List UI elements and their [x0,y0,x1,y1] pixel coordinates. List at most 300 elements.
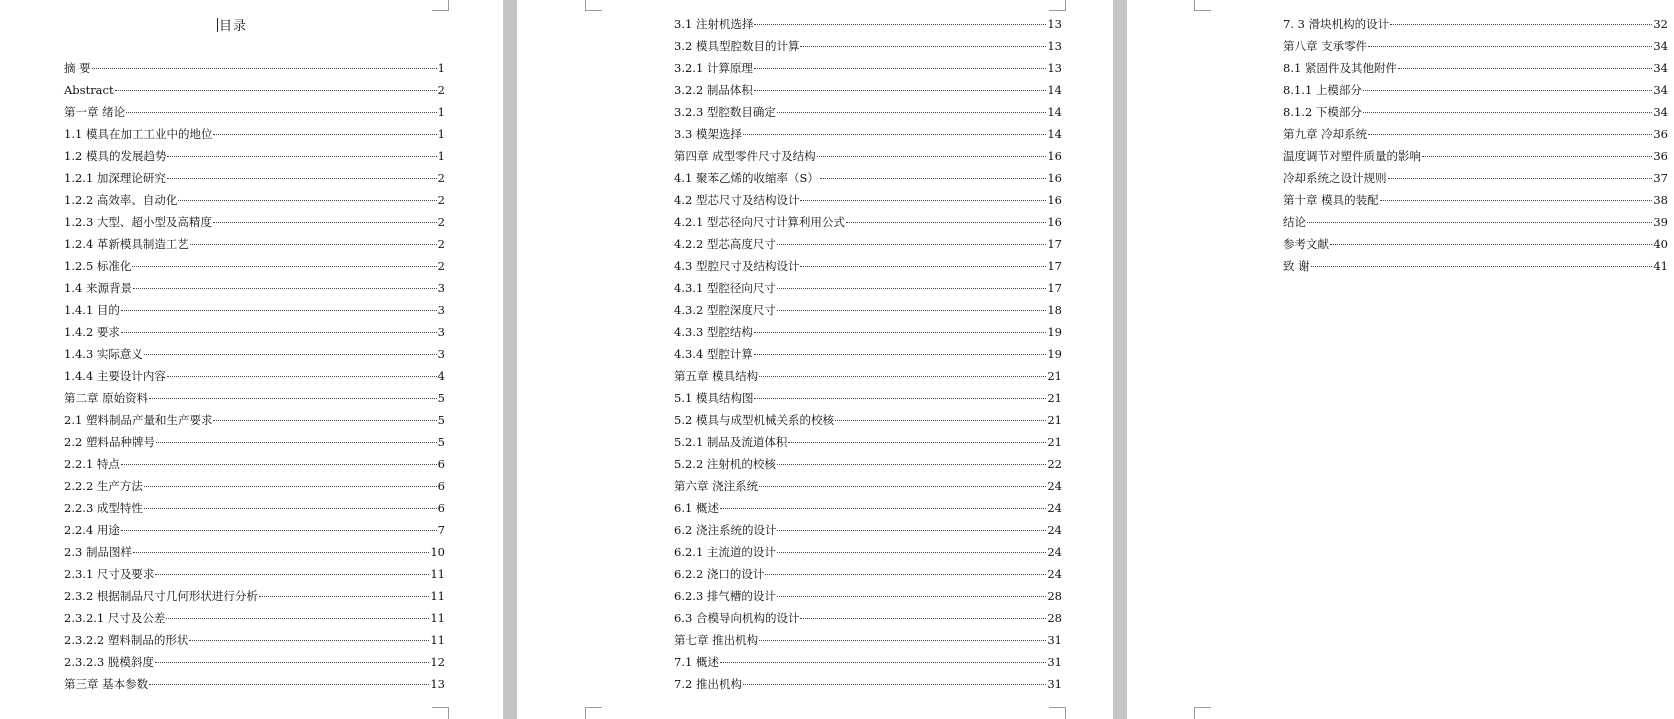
toc-dot-leader [144,354,437,355]
toc-page-number: 3 [437,347,445,361]
toc-entry[interactable] [674,277,1062,299]
toc-dot-leader [820,178,1047,179]
toc-page-number: 2 [437,171,445,185]
toc-dot-leader [777,464,1046,465]
toc-page-number: 13 [1047,61,1062,75]
toc-entry[interactable] [64,651,445,673]
toc-entry-text: 温度调节对塑件质量的影响 [1283,149,1421,163]
toc-page-number: 24 [1047,523,1062,537]
toc-entry-text: 第七章 推出机构 [674,633,759,647]
toc-entry-text: 2.3.2.1 尺寸及公差 [64,611,166,625]
toc-page-number: 31 [1047,655,1062,669]
toc-dot-leader [800,618,1046,619]
toc-entry[interactable] [1283,79,1668,101]
toc-entry[interactable] [64,629,445,651]
toc-entry[interactable] [64,123,445,145]
toc-page-number: 24 [1047,545,1062,559]
toc-entry-text: 第五章 模具结构 [674,369,759,383]
toc-dot-leader [720,508,1046,509]
toc-page-number: 34 [1653,61,1668,75]
toc-dot-leader [765,574,1046,575]
page-corner-mark [1049,0,1066,11]
toc-page-number: 13 [1047,39,1062,53]
toc-page-number: 24 [1047,567,1062,581]
toc-dot-leader [126,112,437,113]
toc-entry[interactable] [64,431,445,453]
toc-dot-leader [121,332,437,333]
toc-page-number: 34 [1653,105,1668,119]
toc-entry[interactable] [1283,13,1668,35]
toc-entry-text: 3.1 注射机选择 [674,17,754,31]
toc-dot-leader [754,68,1046,69]
toc-dot-leader [213,222,437,223]
toc-entry[interactable] [64,409,445,431]
toc-entry-text: 第六章 浇注系统 [674,479,759,493]
toc-entry[interactable] [1283,255,1668,277]
toc-page-number: 3 [437,303,445,317]
toc-page-number: 39 [1653,215,1668,229]
toc-entry[interactable] [674,585,1062,607]
toc-entry-text: 6.2.2 浇口的设计 [674,567,765,581]
toc-entry[interactable] [64,57,445,79]
toc-entry-text: 结论 [1283,215,1306,229]
document-page-3[interactable] [1127,0,1674,719]
toc-entry[interactable] [674,321,1062,343]
toc-entry[interactable] [674,497,1062,519]
toc-entry[interactable] [674,145,1062,167]
toc-dot-leader [133,552,429,553]
toc-entry[interactable] [64,497,445,519]
toc-entry-text: 5.2.1 制品及流道体积 [674,435,788,449]
toc-dot-leader [759,376,1046,377]
toc-dot-leader [817,156,1047,157]
toc-dot-leader [167,178,437,179]
toc-page-number: 11 [430,567,445,581]
page-corner-mark [585,0,602,11]
toc-entry-text: 第四章 成型零件尺寸及结构 [674,149,816,163]
toc-dot-leader [155,662,429,663]
toc-page-number: 18 [1047,303,1062,317]
toc-dot-leader [777,288,1046,289]
toc-page-number: 16 [1047,193,1062,207]
toc-entry-text: 6.2.1 主流道的设计 [674,545,776,559]
toc-page-number: 14 [1047,127,1062,141]
toc-dot-leader [189,640,429,641]
toc-entry-text: 6.2.3 排气槽的设计 [674,589,776,603]
toc-dot-leader [754,332,1046,333]
toc-dot-leader [1363,112,1652,113]
toc-dot-leader [754,398,1046,399]
toc-dot-leader [121,464,437,465]
toc-entry[interactable] [674,343,1062,365]
document-page-2[interactable] [517,0,1113,719]
toc-page-number: 1 [437,105,445,119]
toc-entry-text: 5.2 模具与成型机械关系的校核 [674,413,834,427]
toc-dot-leader [754,24,1046,25]
toc-entry[interactable] [64,79,445,101]
toc-page-number: 11 [430,611,445,625]
toc-entry[interactable] [674,211,1062,233]
toc-page-number: 3 [437,325,445,339]
page-corner-mark [1194,0,1211,11]
toc-dot-leader [1388,178,1653,179]
toc-page-number: 21 [1047,391,1062,405]
toc-entry[interactable] [64,673,445,695]
toc-entry[interactable] [64,233,445,255]
toc-page-number: 17 [1047,281,1062,295]
toc-entry-text: 2.3.2.2 塑料制品的形状 [64,633,189,647]
toc-entry[interactable] [674,563,1062,585]
toc-page-number: 13 [1047,17,1062,31]
toc-entry[interactable] [1283,35,1668,57]
toc-dot-leader [121,530,437,531]
toc-entry-text: 第八章 支承零件 [1283,39,1368,53]
toc-entry-text: 冷却系统之设计规则 [1283,171,1387,185]
toc-page-number: 13 [430,677,445,691]
toc-entry[interactable] [1283,211,1668,233]
toc-entry[interactable] [674,409,1062,431]
toc-dot-leader [800,46,1046,47]
toc-dot-leader [155,574,429,575]
page-corner-mark [432,0,449,11]
toc-entry[interactable] [1283,233,1668,255]
toc-entry[interactable] [64,321,445,343]
toc-entry-text: 致 谢 [1283,259,1310,273]
toc-dot-leader [777,112,1046,113]
toc-entry-text: 第三章 基本参数 [64,677,149,691]
toc-title: 目录 [219,19,248,34]
toc-entry-text: 6.1 概述 [674,501,719,515]
toc-page-number: 28 [1047,611,1062,625]
toc-dot-leader [259,596,429,597]
toc-entry-text: 2.2.4 用途 [64,523,120,537]
toc-entry-text: 2.2.2 生产方法 [64,479,143,493]
toc-dot-leader [167,156,436,157]
toc-entry-text: 1.4.1 目的 [64,303,120,317]
toc-entry-text: 5.2.2 注射机的校核 [674,457,776,471]
toc-dot-leader [720,662,1046,663]
toc-entry[interactable] [1283,101,1668,123]
toc-entry-text: 6.3 合模导向机构的设计 [674,611,800,625]
toc-dot-leader [1368,46,1652,47]
toc-entry-text: 1.2.5 标准化 [64,259,132,273]
toc-entry-text: 4.3.4 型腔计算 [674,347,753,361]
toc-dot-leader [1307,222,1652,223]
toc-dot-leader [213,134,436,135]
toc-page-number: 16 [1047,149,1062,163]
toc-page-number: 5 [437,413,445,427]
toc-dot-leader [743,684,1046,685]
toc-entry[interactable] [1283,167,1668,189]
toc-dot-leader [777,530,1046,531]
toc-entry[interactable] [64,453,445,475]
toc-dot-leader [1390,24,1652,25]
toc-dot-leader [846,222,1046,223]
toc-page-number: 21 [1047,413,1062,427]
toc-dot-leader [777,552,1046,553]
toc-page-number: 17 [1047,237,1062,251]
toc-entry[interactable] [674,453,1062,475]
toc-dot-leader [800,266,1046,267]
toc-page-number: 24 [1047,479,1062,493]
toc-dot-leader [1380,200,1653,201]
toc-entry-text: 8.1 紧固件及其他附件 [1283,61,1397,75]
toc-dot-leader [777,244,1046,245]
toc-dot-leader [144,486,437,487]
toc-entry-text: 4.3.3 型腔结构 [674,325,753,339]
toc-entry[interactable] [674,101,1062,123]
toc-entry[interactable] [1283,145,1668,167]
toc-entry-text: 2.2 塑料品种牌号 [64,435,155,449]
toc-page-number: 36 [1653,127,1668,141]
toc-entry[interactable] [64,585,445,607]
toc-page-number: 11 [430,589,445,603]
toc-list [1283,13,1668,277]
toc-dot-leader [149,398,437,399]
toc-entry[interactable] [674,57,1062,79]
page-corner-mark [585,707,602,719]
toc-entry[interactable] [64,365,445,387]
toc-page-number: 19 [1047,325,1062,339]
toc-dot-leader [1422,156,1652,157]
toc-dot-leader [115,90,437,91]
text-cursor [217,18,218,32]
toc-page-number: 34 [1653,39,1668,53]
toc-dot-leader [121,310,437,311]
toc-dot-leader [1368,134,1652,135]
toc-entry-text: 4.2.2 型芯高度尺寸 [674,237,776,251]
toc-dot-leader [133,288,437,289]
toc-entry[interactable] [674,35,1062,57]
toc-list [64,57,445,695]
toc-entry-text: 2.2.1 特点 [64,457,120,471]
toc-entry-text: 2.3.2.3 脱模斜度 [64,655,154,669]
toc-entry[interactable] [64,299,445,321]
toc-entry-text: 第一章 绪论 [64,105,126,119]
toc-page-number: 1 [437,61,445,75]
toc-dot-leader [754,90,1046,91]
toc-entry[interactable] [674,519,1062,541]
toc-dot-leader [743,134,1046,135]
toc-entry[interactable] [674,673,1062,695]
toc-page-number: 28 [1047,589,1062,603]
toc-entry[interactable] [1283,123,1668,145]
toc-entry[interactable] [64,519,445,541]
toc-entry-text: 1.2.3 大型、超小型及高精度 [64,215,212,229]
toc-entry-text: 2.1 塑料制品产量和生产要求 [64,413,213,427]
toc-entry[interactable] [674,607,1062,629]
toc-entry-text: Abstract [64,83,114,97]
toc-entry-text: 3.2.1 计算原理 [674,61,753,75]
toc-dot-leader [777,596,1046,597]
page-corner-mark [1194,707,1211,719]
toc-page-number: 5 [437,435,445,449]
toc-entry-text: 第九章 冷却系统 [1283,127,1368,141]
toc-page-number: 6 [437,501,445,515]
toc-page-number: 16 [1047,215,1062,229]
toc-page-number: 1 [437,149,445,163]
toc-entry-text: 1.4.4 主要设计内容 [64,369,166,383]
toc-entry[interactable] [64,255,445,277]
toc-entry-text: 1.4 来源背景 [64,281,132,295]
toc-entry-text: 第二章 原始资料 [64,391,149,405]
toc-page-number: 21 [1047,369,1062,383]
toc-entry-text: 1.2 模具的发展趋势 [64,149,167,163]
toc-dot-leader [190,244,437,245]
toc-page-number: 24 [1047,501,1062,515]
toc-page-number: 19 [1047,347,1062,361]
toc-page-number: 37 [1653,171,1668,185]
toc-entry[interactable] [64,387,445,409]
toc-entry-text: 4.1 聚苯乙烯的收缩率（S） [674,171,819,185]
toc-entry[interactable] [64,211,445,233]
toc-entry-text: 4.3.2 型腔深度尺寸 [674,303,776,317]
toc-page-number: 11 [430,633,445,647]
toc-page-number: 21 [1047,435,1062,449]
toc-entry[interactable] [674,365,1062,387]
toc-dot-leader [800,200,1046,201]
document-page-1[interactable] [0,0,503,719]
toc-entry[interactable] [64,101,445,123]
toc-dot-leader [213,420,436,421]
toc-entry-text: 2.2.3 成型特性 [64,501,143,515]
toc-entry[interactable] [674,13,1062,35]
toc-dot-leader [777,310,1046,311]
toc-page-number: 2 [437,237,445,251]
toc-page-number: 6 [437,457,445,471]
toc-page-number: 31 [1047,677,1062,691]
toc-dot-leader [1363,90,1652,91]
toc-entry-text: 4.2 型芯尺寸及结构设计 [674,193,800,207]
toc-entry[interactable] [1283,189,1668,211]
toc-entry[interactable] [674,431,1062,453]
toc-page-number: 14 [1047,105,1062,119]
toc-page-number: 38 [1653,193,1668,207]
toc-page-number: 12 [430,655,445,669]
toc-entry[interactable] [64,563,445,585]
toc-page-number: 22 [1047,457,1062,471]
page-corner-mark [432,707,449,719]
toc-entry[interactable] [674,189,1062,211]
toc-entry[interactable] [64,475,445,497]
toc-entry-text: 1.4.2 要求 [64,325,120,339]
toc-entry-text: 3.2 模具型腔数目的计算 [674,39,800,53]
toc-entry-text: 4.3.1 型腔径向尺寸 [674,281,776,295]
toc-entry-text: 参考文献 [1283,237,1329,251]
toc-entry-text: 6.2 浇注系统的设计 [674,523,777,537]
toc-dot-leader [92,68,437,69]
toc-dot-leader [754,354,1046,355]
toc-entry[interactable] [674,167,1062,189]
toc-entry-text: 3.2.2 制品体积 [674,83,753,97]
toc-page-number: 3 [437,281,445,295]
toc-entry[interactable] [64,167,445,189]
toc-entry-text: 2.3.2 根据制品尺寸几何形状进行分析 [64,589,258,603]
toc-entry-text: 2.3 制品图样 [64,545,132,559]
toc-entry[interactable] [64,145,445,167]
toc-entry[interactable] [64,189,445,211]
toc-page-number: 34 [1653,83,1668,97]
toc-entry-text: 1.4.3 实际意义 [64,347,143,361]
toc-entry[interactable] [64,541,445,563]
toc-page-number: 31 [1047,633,1062,647]
toc-entry-text: 1.2.4 革新模具制造工艺 [64,237,189,251]
toc-entry[interactable] [674,387,1062,409]
toc-page-number: 36 [1653,149,1668,163]
toc-entry[interactable] [674,233,1062,255]
toc-entry-text: 5.1 模具结构图 [674,391,754,405]
toc-entry[interactable] [64,607,445,629]
toc-entry-text: 摘 要 [64,61,91,75]
toc-entry-text: 4.3 型腔尺寸及结构设计 [674,259,800,273]
toc-entry-text: 1.2.1 加深理论研究 [64,171,166,185]
toc-entry[interactable] [674,629,1062,651]
toc-entry[interactable] [674,123,1062,145]
toc-entry[interactable] [1283,57,1668,79]
page-corner-mark [1049,707,1066,719]
toc-dot-leader [156,442,437,443]
toc-entry[interactable] [674,541,1062,563]
toc-entry-text: 1.2.2 高效率、自动化 [64,193,178,207]
toc-entry[interactable] [64,277,445,299]
toc-page-number: 17 [1047,259,1062,273]
toc-entry-text: 7.1 概述 [674,655,719,669]
toc-entry-text: 3.3 模架选择 [674,127,742,141]
toc-entry[interactable] [674,475,1062,497]
toc-page-number: 32 [1653,17,1668,31]
toc-page-number: 2 [437,83,445,97]
toc-entry[interactable] [674,299,1062,321]
toc-page-number: 4 [437,369,445,383]
toc-dot-leader [166,618,429,619]
toc-page-number: 2 [437,215,445,229]
toc-entry-text: 7.2 推出机构 [674,677,742,691]
toc-dot-leader [759,486,1046,487]
toc-entry-text: 2.3.1 尺寸及要求 [64,567,155,581]
toc-entry[interactable] [64,343,445,365]
toc-entry-text: 8.1.1 上模部分 [1283,83,1362,97]
toc-list [674,13,1062,695]
toc-page-number: 2 [437,193,445,207]
toc-entry-text: 7. 3 滑块机构的设计 [1283,17,1390,31]
toc-entry-text: 8.1.2 下模部分 [1283,105,1362,119]
toc-dot-leader [132,266,436,267]
toc-page-number: 41 [1653,259,1668,273]
toc-dot-leader [178,200,436,201]
toc-entry-text: 第十章 模具的装配 [1283,193,1379,207]
toc-dot-leader [1398,68,1652,69]
toc-entry[interactable] [674,651,1062,673]
toc-entry[interactable] [674,255,1062,277]
toc-entry-text: 3.2.3 型腔数目确定 [674,105,776,119]
toc-entry-text: 1.1 模具在加工工业中的地位 [64,127,213,141]
toc-entry-text: 4.2.1 型芯径向尺寸计算利用公式 [674,215,845,229]
toc-page-number: 1 [437,127,445,141]
toc-dot-leader [149,684,429,685]
toc-page-number: 40 [1653,237,1668,251]
toc-page-number: 6 [437,479,445,493]
toc-page-number: 16 [1047,171,1062,185]
toc-dot-leader [1311,266,1653,267]
toc-dot-leader [167,376,437,377]
toc-page-number: 14 [1047,83,1062,97]
toc-page-number: 10 [430,545,445,559]
toc-page-number: 7 [437,523,445,537]
toc-page-number: 5 [437,391,445,405]
toc-dot-leader [759,640,1046,641]
toc-entry[interactable] [674,79,1062,101]
toc-dot-leader [1330,244,1652,245]
